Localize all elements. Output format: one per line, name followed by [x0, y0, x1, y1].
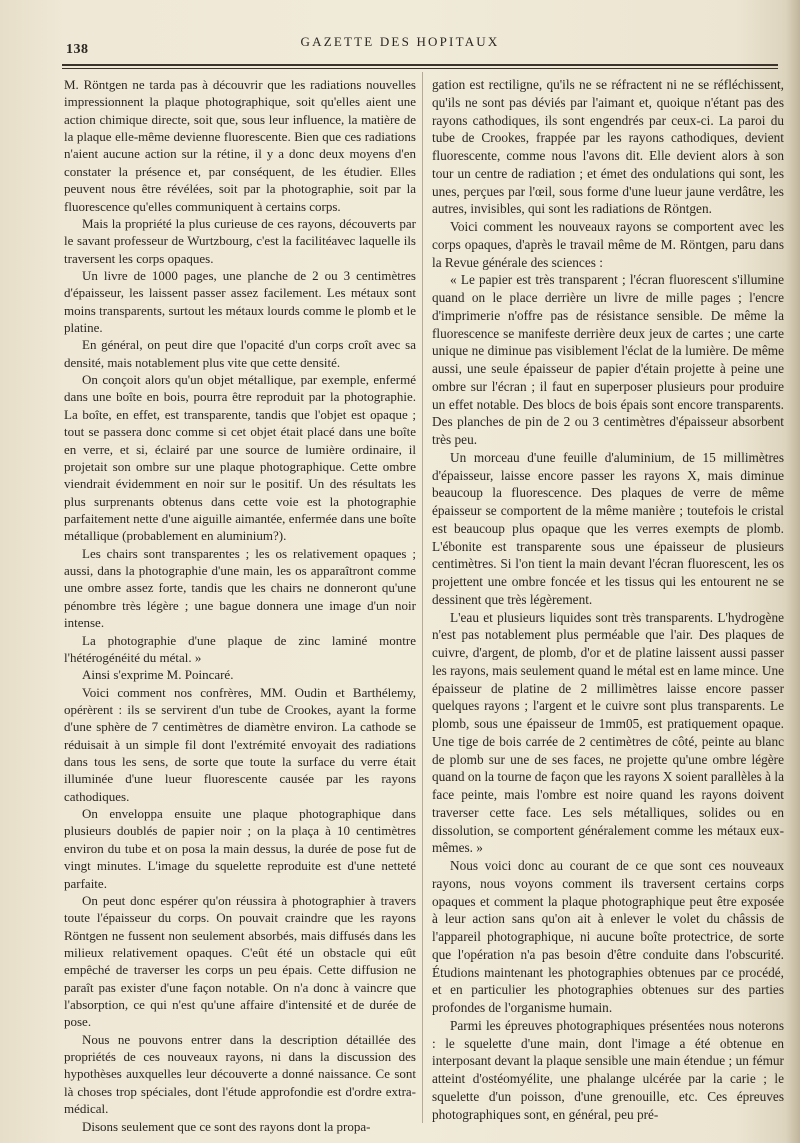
paragraph: M. Röntgen ne tarda pas à découvrir que les radiations nouvelles impressionnent la plaque photographique, soit qu'elles aient une action chimique directe, soit que, sous leur influence, la matière de la plaque elle-même devienne fluorescente. Bien que ces radiations n'aient aucune action sur la rétine, il y a donc deux moyens d'en constater la présence et, par conséquent, de les étudier. Elles peuvent nous être révélées, soit par la photographie, soit par la fluorescence qu'elles communiquent à certains corps.	[64, 77, 416, 214]
journal-title: GAZETTE DES HOPITAUX	[300, 34, 500, 49]
paragraph: Ainsi s'exprime M. Poincaré.	[82, 667, 234, 683]
paragraph: La photographie d'une plaque de zinc laminé montre l'hétérogénéité du métal. »	[64, 632, 416, 665]
paragraph: Parmi les épreuves photographiques présentées nous noterons : le squelette d'une main, dont l'image a été obtenue en interposant devant la plaque sensible une main étendue ; un fémur atteint d'ostéomyélite, une phalange ulcérée par la carie ; le squelette d'un poisson, d'une grenouille, etc. Ces épreuves photographiques sont, en général, peu pré-	[432, 1017, 784, 1122]
paragraph: Voici comment les nouveaux rayons se comportent avec les corps opaques, d'après le travail même de M. Röntgen, paru dans la Revue générale des sciences :	[432, 219, 784, 270]
paragraph: Disons seulement que ce sont des rayons dont la propa-	[82, 1118, 371, 1134]
paragraph: On enveloppa ensuite une plaque photographique dans plusieurs doublés de papier noir ; on la plaça à 10 centimètres environ du tube et on posa la main dessus, la durée de pose fut de vingt minutes. L'image du squelette reproduite est d'une netteté parfaite.	[64, 806, 416, 891]
paragraph: L'eau et plusieurs liquides sont très transparents. L'hydrogène n'est pas notablement plus perméable que l'air. Des plaques de cuivre, d'argent, de plomb, d'or et de platine laissent aussi passer les rayons, mais seulement quand le métal est en lame mince. Une épaisseur de platine de 2 millimètres laisse encore passer quelques rayons ; l'argent et le cuivre sont plus transparents. Le plomb, sous une épaisseur de 1mm05, est pratiquement opaque. Une tige de bois carrée de 2 centimètres de côté, peinte au blanc de plomb sur une de ses faces, ne projette qu'une ombre légère quand on la tourne de façon que les rayons X soient parallèles à la face peinte, mais l'ombre est noire quand les rayons doivent traverser cette face. Les sels métalliques, solides ou en dissolution, se comportent généralement comme les métaux eux-mêmes. »	[432, 609, 784, 856]
right-column	[432, 76, 784, 1123]
left-column	[64, 76, 416, 1135]
paragraph: Voici comment nos confrères, MM. Oudin et Barthélemy, opérèrent : ils se servirent d'un tube de Crookes, ayant la forme d'une sphère de 7 centimètres de diamètre environ. La cathode se réduisait à un simple fil dont l'extrémité envoyait des radiations dans tous les sens, de sorte que toute la surface du verre était illuminée d'une lueur fluorescente causée par les rayons cathodiques.	[64, 684, 416, 804]
column-divider	[422, 72, 423, 1123]
paragraph: En général, on peut dire que l'opacité d'un corps croît avec sa densité, mais notablement plus vite que cette densité.	[64, 337, 416, 370]
paragraph: Les chairs sont transparentes ; les os relativement opaques ; aussi, dans la photographie d'une main, les os apparaîtront comme une ombre assez forte, tandis que les chairs ne donneront qu'une pénombre très légère ; une bague donnera une image d'un noir intense.	[64, 545, 416, 631]
paragraph: « Le papier est très transparent ; l'écran fluorescent s'illumine quand on le place derrière un livre de mille pages ; l'encre d'imprimerie n'offre pas de résistance sensible. De même la fluorescence se manifeste derrière deux jeux de cartes ; une carte unique ne diminue pas visiblement l'éclat de la lumière. De même aussi, une seule épaisseur de papier d'étain projette à peine une ombre sur l'écran ; il faut en superposer plusieurs pour produire un effet notable. Des blocs de bois épais sont encore transparents. Des planches de pin de 2 ou 3 centimètres d'épaisseur absorbent très peu.	[432, 272, 784, 447]
paragraph: Nous voici donc au courant de ce que sont ces nouveaux rayons, nous voyons comment ils traversent certains corps opaques et comment la plaque photographique peut être exposée à leur action sans qu'on ait à enlever le volet du châssis de l'appareil photographique, ni aucune boîte protectrice, de sorte que l'opération n'a pas besoin d'être conduite dans l'obscurité. Étudions maintenant les photographies obtenues par ce procédé, et en particulier les photographies obtenues sur des parties profondes de l'organisme humain.	[432, 858, 784, 1015]
paragraph: Mais la propriété la plus curieuse de ces rayons, découverts par le savant professeur de Wurtzbourg, c'est la facilitéavec laquelle ils traversent les corps opaques.	[64, 215, 416, 266]
paragraph: On peut donc espérer qu'on réussira à photographier à travers toute l'épaisseur du corps. On pouvait craindre que les rayons Röntgen ne fussent non seulement absorbés, mais diffusés dans les milieux relativement opaques. C'eût été un obstacle qui eût empêché de traverser les corps un peu épais. Cette diffusion ne paraît pas exister d'une façon notable. On n'a donc à vaincre que l'absorption, ce qui n'est qu'une affaire d'intensité et de durée de pose.	[64, 892, 416, 1030]
paragraph: gation est rectiligne, qu'ils ne se réfractent ni ne se réfléchissent, qu'ils ne sont pas déviés par l'aimant et, quoique n'étant pas des rayons cathodiques, ils sont engendrés par ceux-ci. La paroi du tube de Crookes, frappée par les rayons cathodiques, devient fluorescente, comme nous l'avons dit. Elle devient alors à son tour un centre de radiation ; et émet des ondulations qui sont, les unes, perçues par l'œil, sous forme d'une lueur jaune verdâtre, les autres, invisibles, qui sont les radiations de Röntgen.	[432, 77, 784, 217]
header-rule-thick	[62, 64, 778, 66]
header-rule-thin	[62, 68, 778, 69]
page-number: 138	[66, 42, 89, 57]
page-edge-shadow	[786, 0, 800, 1143]
paragraph: Un livre de 1000 pages, une planche de 2 ou 3 centimètres d'épaisseur, les laissent passer assez facilement. Les métaux sont moins transparents, surtout les métaux lourds comme le plomb et le platine.	[64, 267, 416, 336]
paragraph: On conçoit alors qu'un objet métallique, par exemple, enfermé dans une boîte en bois, pourra être reproduit par la photographie. La boîte, en effet, est transparente, tandis que l'objet est opaque ; tout se passera donc comme si cet objet était placé dans une boîte en verre, et si, éclairé par une source de lumière ordinaire, il projetait son ombre sur une plaque photographique. Cette ombre viendrait évidemment en noir sur le positif. Un des résultats les plus surprenants obtenus dans cette voie est la photographie parfaitement nette d'une aiguille aimantée, enfermée dans une boîte métallique (probablement en aluminium?).	[64, 372, 416, 544]
paragraph: Nous ne pouvons entrer dans la description détaillée des propriétés de ces nouveaux rayons, ni dans la discussion des hypothèses auxquelles leur découverte a donné naissance. Ce sont là choses trop spéciales, dont l'étude approfondie est d'ordre extra-médical.	[64, 1031, 416, 1117]
paragraph: Un morceau d'une feuille d'aluminium, de 15 millimètres d'épaisseur, laisse encore passer les rayons X, mais diminue beaucoup la fluorescence. Des plaques de verre de même épaisseur se comportent de la même manière ; toutefois le cristal est beaucoup plus opaque que les verres exempts de plomb. L'ébonite est transparente sous une épaisseur de plusieurs centimètres. Si l'on tient la main devant l'écran fluorescent, les os projettent une ombre foncée et les tissus qui les entourent ne se dessinent que très légèrement.	[432, 449, 784, 607]
